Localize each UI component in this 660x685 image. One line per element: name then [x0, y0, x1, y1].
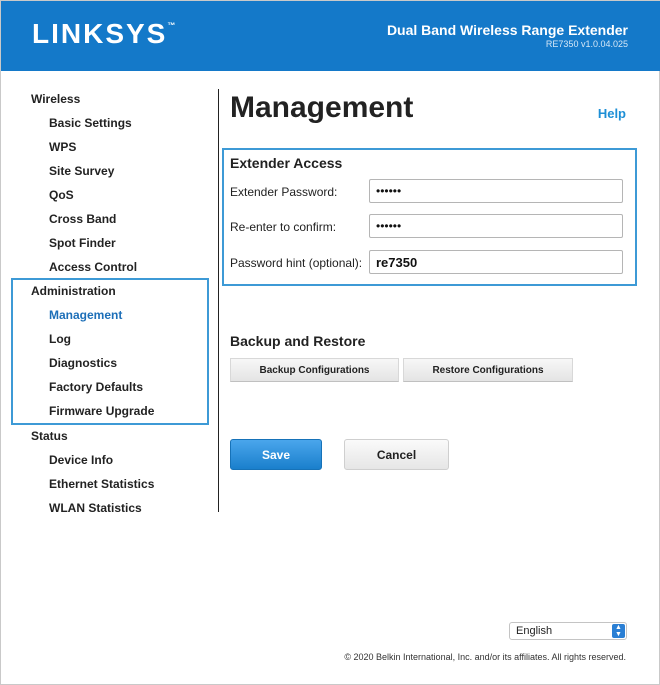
sidebar-item-access-control[interactable]: Access Control — [49, 260, 138, 274]
product-version: RE7350 v1.0.04.025 — [545, 39, 628, 49]
confirm-password-field[interactable] — [369, 214, 623, 238]
header-bar — [1, 1, 660, 71]
language-select[interactable] — [509, 622, 627, 640]
sidebar-item-spot-finder[interactable]: Spot Finder — [49, 236, 116, 250]
copyright-text: © 2020 Belkin International, Inc. and/or its affiliates. All rights reserved. — [344, 652, 626, 662]
nav-section-administration[interactable]: Administration — [31, 284, 116, 298]
sidebar-item-cross-band[interactable]: Cross Band — [49, 212, 117, 226]
administration-highlight-box — [11, 278, 209, 425]
sidebar-item-management[interactable]: Management — [49, 308, 123, 322]
password-hint-label: Password hint (optional): — [230, 256, 363, 270]
save-button[interactable]: Save — [230, 439, 322, 470]
sidebar-item-qos[interactable]: QoS — [49, 188, 74, 202]
sidebar-item-basic-settings[interactable]: Basic Settings — [49, 116, 132, 130]
backup-restore-title: Backup and Restore — [230, 333, 366, 349]
sidebar-item-device-info[interactable]: Device Info — [49, 453, 114, 467]
password-hint-field[interactable] — [369, 250, 623, 274]
cancel-button[interactable]: Cancel — [344, 439, 449, 470]
sidebar-item-ethernet-statistics[interactable]: Ethernet Statistics — [49, 477, 155, 491]
language-select-value: English — [516, 625, 553, 637]
sidebar-item-firmware-upgrade[interactable]: Firmware Upgrade — [49, 404, 155, 418]
logo-text: LINKSYS — [32, 18, 168, 49]
sidebar-item-wps[interactable]: WPS — [49, 140, 77, 154]
sidebar-item-log[interactable]: Log — [49, 332, 71, 346]
nav-section-status[interactable]: Status — [31, 429, 68, 443]
confirm-password-label: Re-enter to confirm: — [230, 220, 337, 234]
logo-trademark: ™ — [167, 21, 176, 30]
sidebar-item-factory-defaults[interactable]: Factory Defaults — [49, 380, 144, 394]
page-title: Management — [230, 91, 414, 124]
help-link[interactable]: Help — [597, 106, 626, 121]
extender-password-label: Extender Password: — [230, 185, 338, 199]
extender-access-title: Extender Access — [230, 155, 343, 171]
updown-chevron-icon: ▲ ▼ — [612, 624, 625, 638]
linksys-logo — [32, 18, 176, 50]
sidebar-item-diagnostics[interactable]: Diagnostics — [49, 356, 118, 370]
nav-section-wireless[interactable]: Wireless — [31, 92, 81, 106]
extender-password-field[interactable] — [369, 179, 623, 203]
sidebar-divider — [218, 89, 219, 512]
restore-configurations-button[interactable]: Restore Configurations — [403, 358, 573, 382]
backup-configurations-button[interactable]: Backup Configurations — [230, 358, 399, 382]
product-title: Dual Band Wireless Range Extender — [386, 22, 628, 38]
sidebar-item-site-survey[interactable]: Site Survey — [49, 164, 115, 178]
sidebar-item-wlan-statistics[interactable]: WLAN Statistics — [49, 501, 142, 515]
